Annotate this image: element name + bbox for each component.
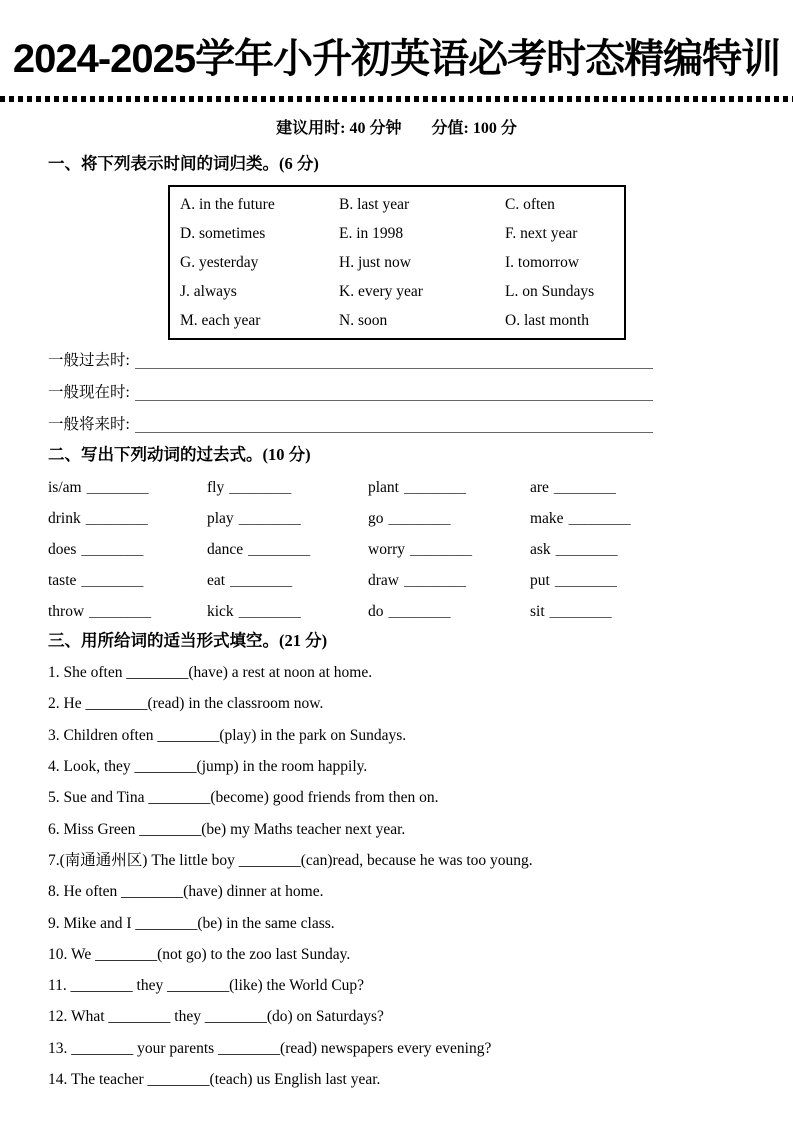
- verb-word: fly: [207, 479, 225, 497]
- verb-item: [48, 596, 207, 627]
- question-item: 4. Look, they ________(jump) in the room happily.: [48, 758, 368, 776]
- question-item: 7.(南通通州区) The little boy ________(can)read, because he was too young.: [48, 851, 533, 869]
- verb-blank: ________: [568, 510, 631, 528]
- time-word-option: M. each year: [180, 312, 261, 330]
- answer-line-past: [48, 340, 793, 372]
- tense-label-future: 一般将来时:: [48, 416, 130, 434]
- verb-item: [368, 534, 530, 565]
- verb-item: [530, 472, 793, 503]
- section3-heading: 三、用所给词的适当形式填空。(21 分): [48, 631, 328, 651]
- verb-item: [48, 534, 207, 565]
- time-word-option: E. in 1998: [339, 225, 404, 243]
- verb-word: throw: [48, 603, 85, 621]
- verb-item: [368, 596, 530, 627]
- verb-blank: ________: [553, 479, 616, 497]
- verb-item: [207, 472, 368, 503]
- time-word-option: K. every year: [339, 283, 423, 301]
- question-item: 13. ________ your parents ________(read) newspapers every evening?: [48, 1039, 492, 1057]
- verb-word: play: [207, 510, 234, 528]
- time-word-option: G. yesterday: [180, 254, 259, 272]
- verb-item: [368, 472, 530, 503]
- question-item: 14. The teacher ________(teach) us English last year.: [48, 1071, 381, 1089]
- answer-blank-line: [135, 400, 653, 401]
- verb-word: dance: [207, 541, 244, 559]
- verb-blank: ________: [85, 510, 148, 528]
- verb-word: go: [368, 510, 384, 528]
- verb-blank: ________: [404, 572, 466, 590]
- verb-item: [368, 565, 530, 596]
- time-word-option: J. always: [180, 283, 237, 301]
- verb-word: kick: [207, 603, 234, 621]
- time-word-option: O. last month: [505, 312, 589, 330]
- verb-item: [368, 503, 530, 534]
- verb-item: [530, 565, 793, 596]
- question-item: 1. She often ________(have) a rest at noon at home.: [48, 664, 373, 682]
- verb-word: are: [530, 479, 549, 497]
- time-word-option: D. sometimes: [180, 225, 266, 243]
- question-item: 5. Sue and Tina ________(become) good friends from then on.: [48, 789, 439, 807]
- time-word-option: I. tomorrow: [505, 254, 580, 272]
- time-words-box: [168, 185, 626, 340]
- page-title: 2024-2025学年小升初英语必考时态精编特训: [12, 37, 781, 81]
- question-item: 8. He often ________(have) dinner at home.: [48, 883, 324, 901]
- time-word-option: A. in the future: [180, 196, 275, 214]
- verb-word: put: [530, 572, 550, 590]
- verb-blank: ________: [549, 603, 612, 621]
- verb-blank: ________: [230, 572, 293, 590]
- tense-label-present: 一般现在时:: [48, 384, 130, 402]
- verb-item: [530, 596, 793, 627]
- time-word-option: B. last year: [339, 196, 410, 214]
- verb-word: sit: [530, 603, 545, 621]
- verb-item: [48, 503, 207, 534]
- question-item: 12. What ________ they ________(do) on Saturdays?: [48, 1008, 384, 1026]
- verb-word: drink: [48, 510, 81, 528]
- time-word-option: H. just now: [339, 254, 411, 272]
- verb-blank: ________: [388, 603, 451, 621]
- verb-blank: ________: [404, 479, 466, 497]
- answer-blank-line: [135, 368, 653, 369]
- time-word-option: C. often: [505, 196, 555, 214]
- verb-word: eat: [207, 572, 226, 590]
- time-word-option: L. on Sundays: [505, 283, 595, 301]
- verb-word: taste: [48, 572, 77, 590]
- verb-blank: ________: [89, 603, 152, 621]
- verb-word: ask: [530, 541, 551, 559]
- question-item: 2. He ________(read) in the classroom now.: [48, 695, 324, 713]
- verb-grid: [48, 472, 793, 627]
- section2-heading: 二、写出下列动词的过去式。(10 分): [48, 445, 311, 465]
- verb-blank: ________: [238, 603, 301, 621]
- verb-word: do: [368, 603, 384, 621]
- verb-item: [530, 534, 793, 565]
- verb-blank: ________: [81, 572, 144, 590]
- verb-word: does: [48, 541, 77, 559]
- verb-item: [207, 534, 368, 565]
- dotted-separator: [0, 96, 793, 102]
- verb-blank: ________: [555, 541, 618, 559]
- answer-blank-line: [135, 432, 653, 433]
- verb-blank: ________: [238, 510, 301, 528]
- verb-blank: ________: [86, 479, 149, 497]
- verb-item: [530, 503, 793, 534]
- time-word-option: F. next year: [505, 225, 578, 243]
- question-item: 6. Miss Green ________(be) my Maths teacher next year.: [48, 820, 406, 838]
- verb-word: make: [530, 510, 564, 528]
- question-item: 11. ________ they ________(like) the World Cup?: [48, 977, 365, 995]
- verb-item: [48, 472, 207, 503]
- verb-blank: ________: [229, 479, 292, 497]
- tense-label-past: 一般过去时:: [48, 352, 130, 370]
- section1-heading: 一、将下列表示时间的词归类。(6 分): [48, 154, 319, 174]
- verb-blank: ________: [81, 541, 144, 559]
- total-score-label: 分值: 100 分: [431, 120, 517, 138]
- verb-item: [48, 565, 207, 596]
- question-item: 10. We ________(not go) to the zoo last Sunday.: [48, 945, 351, 963]
- answer-line-future: [48, 404, 793, 436]
- verb-word: is/am: [48, 479, 82, 497]
- verb-word: plant: [368, 479, 399, 497]
- meta-line: [0, 119, 793, 139]
- verb-word: draw: [368, 572, 399, 590]
- verb-item: [207, 596, 368, 627]
- question-item: 3. Children often ________(play) in the park on Sundays.: [48, 726, 407, 744]
- verb-blank: ________: [410, 541, 473, 559]
- verb-item: [207, 503, 368, 534]
- question-list: [48, 657, 793, 1095]
- answer-line-present: [48, 372, 793, 404]
- verb-blank: ________: [248, 541, 311, 559]
- verb-blank: ________: [554, 572, 617, 590]
- suggested-time-label: 建议用时: 40 分钟: [276, 120, 402, 138]
- verb-word: worry: [368, 541, 406, 559]
- verb-item: [207, 565, 368, 596]
- time-word-option: N. soon: [339, 312, 388, 330]
- question-item: 9. Mike and I ________(be) in the same class.: [48, 914, 335, 932]
- verb-blank: ________: [388, 510, 451, 528]
